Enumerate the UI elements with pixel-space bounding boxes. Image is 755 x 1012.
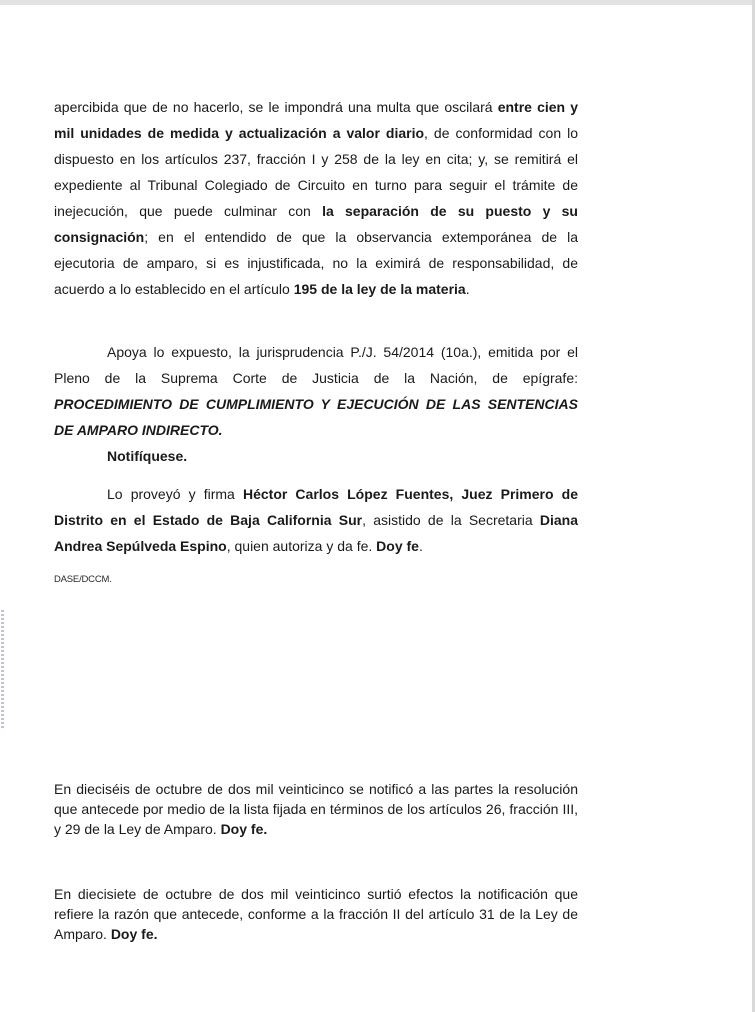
text-run: En dieciséis de octubre de dos mil veinticinco se notificó a las partes la resolución que antecede por medio de la lista fijada en términos de los artículos 26, fracción III, y 29 de la Ley de Amparo. xyxy=(54,781,578,837)
bold-fine-range: entre cien y mil unidades de medida y actualización a valor diario xyxy=(54,99,578,141)
text-run: apercibida que de no hacerlo, se le impondrá una multa que oscilará xyxy=(54,99,498,115)
notify-heading: Notifíquese. xyxy=(107,448,188,464)
text-run: , quien autoriza y da fe. xyxy=(226,538,377,554)
judge-name: Héctor Carlos López Fuentes, Juez Primero de Distrito en el Estado de Baja California Sur xyxy=(54,486,578,528)
bold-separation: la separación de su puesto y su consignación xyxy=(54,203,578,245)
paragraph-signature xyxy=(54,481,578,559)
text-run: En diecisiete de octubre de dos mil veinticinco surtió efectos la notificación que refiere la razón que antecede, conforme a la fracción II del artículo 31 de la Ley de Amparo. xyxy=(54,886,578,942)
bold-article-reference: 195 de la ley de la materia xyxy=(293,281,466,297)
effects-notice xyxy=(54,884,578,944)
paragraph-warning xyxy=(54,94,578,302)
attestation: Doy fe. xyxy=(220,821,268,837)
attestation: Doy fe. xyxy=(110,926,158,942)
text-run: Apoya lo expuesto, la jurisprudencia P./J. 54/2014 (10a.), emitida por el Pleno de la Suprema Corte de Justicia de la Nación, de epígrafe: xyxy=(54,344,578,386)
text-run: , de conformidad con lo dispuesto en los artículos 237, fracción I y 258 de la ley en cita; y, se remitirá el expediente al Tribunal Colegiado de Circuito en turno para seguir el trámite de inejecución, que puede culminar con xyxy=(54,125,578,219)
text-run: , asistido de la Secretaria xyxy=(362,512,540,528)
text-run: Lo proveyó y firma xyxy=(107,486,243,502)
jurisprudence-title: PROCEDIMIENTO DE CUMPLIMIENTO Y EJECUCIÓN DE LAS SENTENCIAS DE AMPARO INDIRECTO. xyxy=(54,396,578,438)
attestation: Doy fe xyxy=(376,538,419,554)
notification-notice xyxy=(54,779,578,839)
electronic-signature-side-stamp xyxy=(1,610,4,730)
paragraph-jurisprudence xyxy=(54,339,578,443)
text-run: ; en el entendido de que la observancia extemporánea de la ejecutoria de amparo, si es injustificada, no la eximirá de responsabilidad, de acuerdo a lo establecido en el artículo xyxy=(54,229,578,297)
text-run: . xyxy=(465,281,470,297)
initials: DASE/DCCM. xyxy=(54,574,112,585)
secretary-name: Diana Andrea Sepúlveda Espino xyxy=(54,512,578,554)
top-edge-shadow xyxy=(0,0,755,5)
text-run: . xyxy=(418,538,423,554)
